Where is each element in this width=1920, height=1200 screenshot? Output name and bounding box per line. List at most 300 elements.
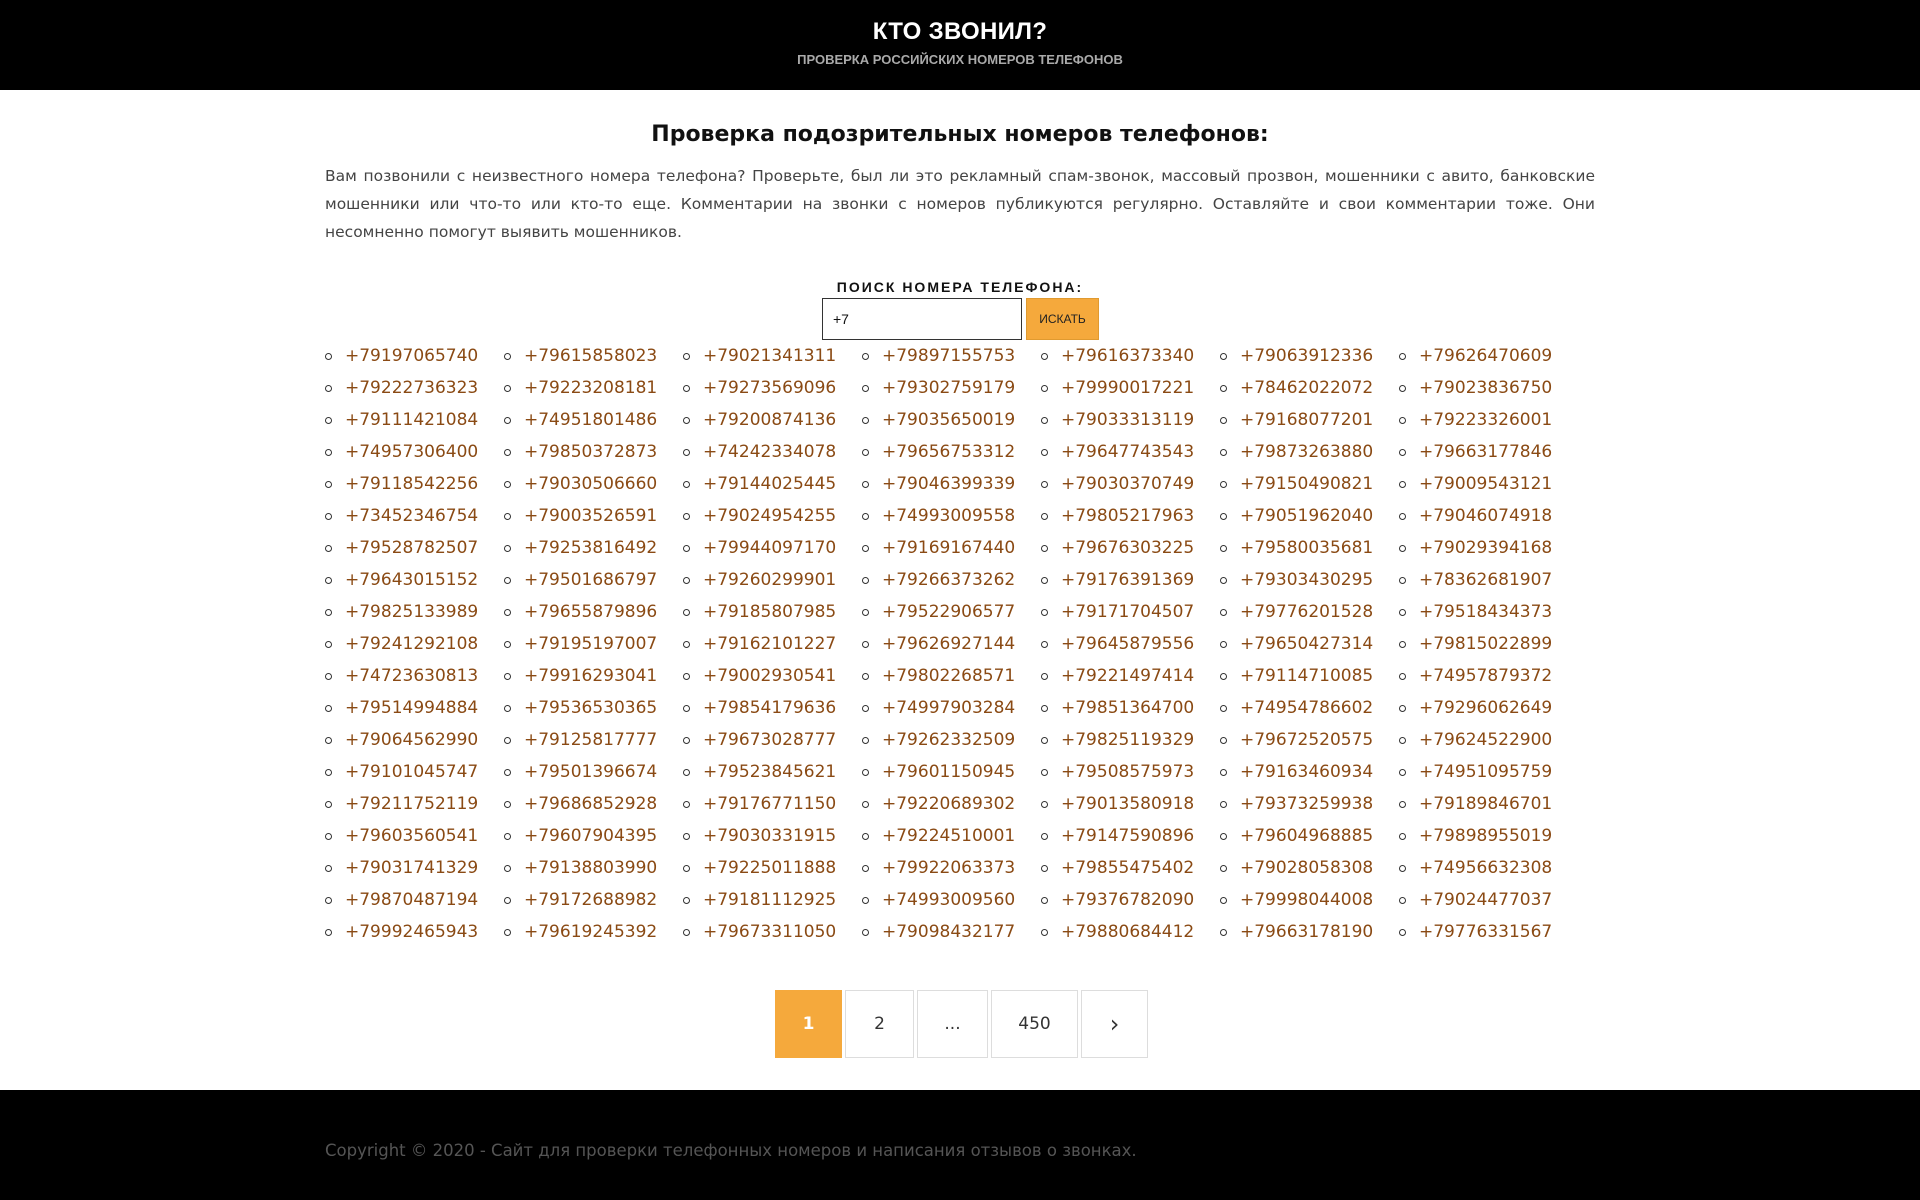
bullet-icon [862,577,869,584]
phone-number-link[interactable]: +79176391369 [1061,570,1195,590]
phone-number-link[interactable]: +79021341311 [703,346,837,366]
bullet-icon [1220,481,1227,488]
phone-number-link[interactable]: +79222736323 [345,378,479,398]
phone-number-link[interactable]: +79655879896 [524,602,658,622]
phone-number-link[interactable]: +79221497414 [1061,666,1195,686]
phone-number-link[interactable]: +79376782090 [1061,890,1195,910]
list-item [683,340,862,372]
bullet-icon [1041,897,1048,904]
bullet-icon [504,929,511,936]
phone-number-link[interactable]: +79522906577 [882,602,1016,622]
phone-number-link[interactable]: +79063912336 [1240,346,1374,366]
phone-number-link[interactable]: +79373259938 [1240,794,1374,814]
bullet-icon [325,897,332,904]
phone-number-link[interactable]: +79650427314 [1240,634,1374,654]
list-item [683,660,862,692]
list-item [504,468,683,500]
bullet-icon [1041,865,1048,872]
bullet-icon [683,801,690,808]
bullet-icon [683,897,690,904]
phone-number-link[interactable]: +79029394168 [1419,538,1553,558]
bullet-icon [504,865,511,872]
list-item [504,756,683,788]
list-item [504,340,683,372]
bullet-icon [862,833,869,840]
phone-number-link[interactable]: +79873263880 [1240,442,1374,462]
list-item [1220,916,1399,948]
phone-search-input[interactable] [822,298,1022,340]
phone-number-link[interactable]: +79030506660 [524,474,658,494]
bullet-icon [862,449,869,456]
list-item [862,564,1041,596]
bullet-icon [1220,673,1227,680]
phone-number-link[interactable]: +79220689302 [882,794,1016,814]
phone-number-link[interactable]: +79916293041 [524,666,658,686]
phone-number-link[interactable]: +79624522900 [1419,730,1553,750]
phone-number-link[interactable]: +79508575973 [1061,762,1195,782]
bullet-icon [1041,449,1048,456]
phone-number-link[interactable]: +79880684412 [1061,922,1195,942]
phone-number-link[interactable]: +79303430295 [1240,570,1374,590]
phone-number-link[interactable]: +79197065740 [345,346,479,366]
phone-number-link[interactable]: +79601150945 [882,762,1016,782]
phone-number-link[interactable]: +79647743543 [1061,442,1195,462]
bullet-icon [1399,929,1406,936]
bullet-icon [862,353,869,360]
phone-number-link[interactable]: +79162101227 [703,634,837,654]
phone-number-link[interactable]: +79033313119 [1061,410,1195,430]
bullet-icon [1041,545,1048,552]
phone-number-link[interactable]: +79850372873 [524,442,658,462]
bullet-icon [1399,609,1406,616]
bullet-icon [1041,705,1048,712]
phone-number-link[interactable]: +79195197007 [524,634,658,654]
bullet-icon [862,481,869,488]
page-last-link[interactable]: 450 [991,990,1078,1058]
phone-number-link[interactable]: +79855475402 [1061,858,1195,878]
phone-number-link[interactable]: +79776201528 [1240,602,1374,622]
phone-number-link[interactable]: +79897155753 [882,346,1016,366]
phone-number-link[interactable]: +79101045747 [345,762,479,782]
bullet-icon [1399,449,1406,456]
phone-number-link[interactable]: +79518434373 [1419,602,1553,622]
list-item [1220,820,1399,852]
phone-number-link[interactable]: +79111421084 [345,410,479,430]
list-item [1399,564,1578,596]
phone-number-link[interactable]: +79009543121 [1419,474,1553,494]
bullet-icon [325,481,332,488]
phone-number-link[interactable]: +79051962040 [1240,506,1374,526]
list-item [683,852,862,884]
phone-number-link[interactable]: +79176771150 [703,794,837,814]
list-item [862,372,1041,404]
phone-number-link[interactable]: +79528782507 [345,538,479,558]
page-current[interactable]: 1 [775,990,842,1058]
phone-number-link[interactable]: +79223326001 [1419,410,1553,430]
bullet-icon [1041,481,1048,488]
phone-number-link[interactable]: +74954786602 [1240,698,1374,718]
phone-number-link[interactable]: +79944097170 [703,538,837,558]
bullet-icon [862,641,869,648]
page-heading: Проверка подозрительных номеров телефонов: [651,122,1269,147]
bullet-icon [683,353,690,360]
phone-number-link[interactable]: +79171704507 [1061,602,1195,622]
phone-number-link[interactable]: +79536530365 [524,698,658,718]
bullet-icon [862,513,869,520]
list-item [1220,884,1399,916]
intro-text: Вам позвонили с неизвестного номера телефона? Проверьте, был ли это рекламный спам-звонок, массовый прозвон, мошенники с авито, банковские мошенники или что-то или кто-то еще. Комментарии на звонки с номеров публикуются регулярно. Оставляйте и свои комментарии тоже. Они несомненно помогут выявить мошенников. [325,167,1595,241]
bullet-icon [1041,353,1048,360]
phone-number-link[interactable]: +79686852928 [524,794,658,814]
phone-number-link[interactable]: +78462022072 [1240,378,1374,398]
list-item [1399,340,1578,372]
phone-number-link[interactable]: +79580035681 [1240,538,1374,558]
phone-number-link[interactable]: +79200874136 [703,410,837,430]
phone-number-link[interactable]: +79805217963 [1061,506,1195,526]
phone-number-link[interactable]: +79163460934 [1240,762,1374,782]
phone-number-link[interactable]: +79615858023 [524,346,658,366]
list-item [1220,532,1399,564]
bullet-icon [1220,577,1227,584]
bullet-icon [504,577,511,584]
bullet-icon [325,449,332,456]
list-item [504,660,683,692]
list-item [683,372,862,404]
list-item [1220,852,1399,884]
bullet-icon [1220,705,1227,712]
bullet-icon [683,385,690,392]
list-item [1399,404,1578,436]
list-item [1041,436,1220,468]
phone-number-link[interactable]: +79273569096 [703,378,837,398]
bullet-icon [325,353,332,360]
phone-number-link[interactable]: +79114710085 [1240,666,1374,686]
list-item [504,692,683,724]
bullet-icon [1041,673,1048,680]
list-item [862,692,1041,724]
list-item [504,916,683,948]
phone-number-link[interactable]: +79645879556 [1061,634,1195,654]
phone-number-link[interactable]: +79626470609 [1419,346,1553,366]
bullet-icon [1220,865,1227,872]
bullet-icon [325,417,332,424]
bullet-icon [683,609,690,616]
list-item [325,788,504,820]
phone-number-link[interactable]: +79024477037 [1419,890,1553,910]
copyright-text: Copyright © 2020 - Сайт для проверки телефонных номеров и написания отзывов о звонках. [325,1141,1137,1160]
list-item [862,532,1041,564]
bullet-icon [683,833,690,840]
list-item [683,404,862,436]
bullet-icon [1041,769,1048,776]
bullet-icon [683,449,690,456]
phone-number-link[interactable]: +79253816492 [524,538,658,558]
phone-number-link[interactable]: +79098432177 [882,922,1016,942]
bullet-icon [862,417,869,424]
bullet-icon [504,833,511,840]
list-item [1041,884,1220,916]
phone-number-link[interactable]: +79168077201 [1240,410,1374,430]
phone-number-link[interactable]: +74957879372 [1419,666,1553,686]
list-item [1399,756,1578,788]
bullet-icon [1041,641,1048,648]
list-item [683,532,862,564]
bullet-icon [1220,449,1227,456]
phone-number-link[interactable]: +79028058308 [1240,858,1374,878]
bullet-icon [862,385,869,392]
phone-number-link[interactable]: +79501396674 [524,762,658,782]
phone-number-link[interactable]: +79118542256 [345,474,479,494]
phone-number-link[interactable]: +79023836750 [1419,378,1553,398]
phone-number-link[interactable]: +79514994884 [345,698,479,718]
phone-number-link[interactable]: +79854179636 [703,698,837,718]
list-item [1041,724,1220,756]
phone-number-link[interactable]: +79302759179 [882,378,1016,398]
bullet-icon [1220,737,1227,744]
phone-number-link[interactable]: +74997903284 [882,698,1016,718]
bullet-icon [325,737,332,744]
site-footer [0,1090,1920,1200]
list-item [504,372,683,404]
list-item [862,500,1041,532]
bullet-icon [1041,929,1048,936]
list-item [1399,884,1578,916]
phone-number-link[interactable]: +74956632308 [1419,858,1553,878]
phone-number-link[interactable]: +79676303225 [1061,538,1195,558]
list-item [683,756,862,788]
phone-number-link[interactable]: +79169167440 [882,538,1016,558]
phone-number-link[interactable]: +79138803990 [524,858,658,878]
phone-number-link[interactable]: +79147590896 [1061,826,1195,846]
phone-number-link[interactable]: +79260299901 [703,570,837,590]
phone-number-link[interactable]: +79172688982 [524,890,658,910]
list-item [1399,372,1578,404]
bullet-icon [1399,801,1406,808]
phone-number-link[interactable]: +79262332509 [882,730,1016,750]
phone-number-link[interactable]: +79802268571 [882,666,1016,686]
phone-number-link[interactable]: +79656753312 [882,442,1016,462]
phone-number-link[interactable]: +79603560541 [345,826,479,846]
bullet-icon [1399,481,1406,488]
list-item [862,756,1041,788]
list-item [1399,500,1578,532]
phone-number-link[interactable]: +79501686797 [524,570,658,590]
list-item [1041,564,1220,596]
phone-number-link[interactable]: +79851364700 [1061,698,1195,718]
next-page-button[interactable] [1081,990,1148,1058]
bullet-icon [862,801,869,808]
phone-number-link[interactable]: +79607904395 [524,826,658,846]
phone-number-link[interactable]: +74723630813 [345,666,479,686]
bullet-icon [1220,929,1227,936]
phone-number-link[interactable]: +79181112925 [703,890,837,910]
phone-number-link[interactable]: +79211752119 [345,794,479,814]
bullet-icon [1041,385,1048,392]
phone-number-link[interactable]: +79150490821 [1240,474,1374,494]
bullet-icon [1399,641,1406,648]
bullet-icon [1041,833,1048,840]
list-item [862,628,1041,660]
page-2-link[interactable]: 2 [845,990,914,1058]
bullet-icon [504,449,511,456]
phone-number-link[interactable]: +79815022899 [1419,634,1553,654]
list-item [325,468,504,500]
phone-number-link[interactable]: +79825119329 [1061,730,1195,750]
phone-number-link[interactable]: +73452346754 [345,506,479,526]
list-item [1220,436,1399,468]
list-item [1220,596,1399,628]
bullet-icon [1220,353,1227,360]
phone-number-link[interactable]: +79626927144 [882,634,1016,654]
list-item [325,692,504,724]
phone-number-link[interactable]: +79266373262 [882,570,1016,590]
phone-number-link[interactable]: +79922063373 [882,858,1016,878]
list-item [683,628,862,660]
phone-number-link[interactable]: +79619245392 [524,922,658,942]
list-item [1041,660,1220,692]
list-item [683,884,862,916]
bullet-icon [504,801,511,808]
phone-number-link[interactable]: +79604968885 [1240,826,1374,846]
phone-number-link[interactable]: +79064562990 [345,730,479,750]
bullet-icon [325,705,332,712]
phone-number-link[interactable]: +79990017221 [1061,378,1195,398]
phone-number-link[interactable]: +79672520575 [1240,730,1374,750]
list-item [1220,724,1399,756]
bullet-icon [683,513,690,520]
list-item [1220,788,1399,820]
phone-number-link[interactable]: +79224510001 [882,826,1016,846]
phone-number-link[interactable]: +79225011888 [703,858,837,878]
list-item [325,532,504,564]
bullet-icon [504,481,511,488]
phone-number-link[interactable]: +79898955019 [1419,826,1553,846]
list-item [1041,340,1220,372]
phone-number-link[interactable]: +79523845621 [703,762,837,782]
list-item [683,820,862,852]
phone-number-link[interactable]: +74951095759 [1419,762,1553,782]
list-item [1041,692,1220,724]
bullet-icon [683,865,690,872]
phone-number-link[interactable]: +79030370749 [1061,474,1195,494]
phone-number-link[interactable]: +79024954255 [703,506,837,526]
bullet-icon [1220,545,1227,552]
phone-number-link[interactable]: +74242334078 [703,442,837,462]
bullet-icon [1399,417,1406,424]
bullet-icon [1399,545,1406,552]
bullet-icon [504,897,511,904]
list-item [1220,564,1399,596]
list-item [862,404,1041,436]
bullet-icon [683,769,690,776]
page-ellipsis: ... [917,990,988,1058]
bullet-icon [1399,353,1406,360]
phone-number-link[interactable]: +79144025445 [703,474,837,494]
phone-number-link[interactable]: +79992465943 [345,922,479,942]
phone-number-link[interactable]: +74951801486 [524,410,658,430]
list-item [325,724,504,756]
phone-number-link[interactable]: +79189846701 [1419,794,1553,814]
phone-number-link[interactable]: +79046074918 [1419,506,1553,526]
phone-number-link[interactable]: +74993009560 [882,890,1016,910]
phone-number-link[interactable]: +74957306400 [345,442,479,462]
bullet-icon [325,577,332,584]
phone-number-link[interactable]: +79030331915 [703,826,837,846]
phone-number-link[interactable]: +79673311050 [703,922,837,942]
bullet-icon [504,769,511,776]
phone-number-link[interactable]: +79643015152 [345,570,479,590]
phone-number-link[interactable]: +79013580918 [1061,794,1195,814]
phone-number-link[interactable]: +79031741329 [345,858,479,878]
list-item [862,660,1041,692]
bullet-icon [862,769,869,776]
list-item [1220,692,1399,724]
phone-number-link[interactable]: +79035650019 [882,410,1016,430]
list-item [862,820,1041,852]
bullet-icon [1041,609,1048,616]
bullet-icon [1220,609,1227,616]
bullet-icon [1220,417,1227,424]
phone-number-link[interactable]: +79046399339 [882,474,1016,494]
phone-number-link[interactable]: +79223208181 [524,378,658,398]
list-item [1399,788,1578,820]
phone-number-list [325,340,1595,948]
list-item [1041,628,1220,660]
phone-number-link[interactable]: +79003526591 [524,506,658,526]
phone-number-link[interactable]: +79673028777 [703,730,837,750]
bullet-icon [1399,385,1406,392]
list-item [862,916,1041,948]
bullet-icon [862,737,869,744]
list-item [325,436,504,468]
list-item [325,820,504,852]
phone-number-link[interactable]: +79616373340 [1061,346,1195,366]
phone-number-link[interactable]: +79185807985 [703,602,837,622]
phone-number-link[interactable]: +79241292108 [345,634,479,654]
phone-number-link[interactable]: +79296062649 [1419,698,1553,718]
list-item [504,788,683,820]
site-title[interactable]: КТО ЗВОНИЛ? [872,18,1048,45]
list-item [683,596,862,628]
bullet-icon [1041,417,1048,424]
list-item [1399,852,1578,884]
bullet-icon [1399,705,1406,712]
chevron-right-icon: › [1109,1010,1120,1038]
phone-number-link[interactable]: +74993009558 [882,506,1016,526]
phone-number-link[interactable]: +79002930541 [703,666,837,686]
phone-number-link[interactable]: +79125817777 [524,730,658,750]
list-item [1399,916,1578,948]
list-item [1399,628,1578,660]
bullet-icon [862,673,869,680]
phone-number-link[interactable]: +79663178190 [1240,922,1374,942]
search-button[interactable]: ИСКАТЬ [1026,298,1099,340]
list-item [325,756,504,788]
bullet-icon [325,929,332,936]
phone-number-link[interactable]: +79998044008 [1240,890,1374,910]
phone-number-link[interactable]: +78362681907 [1419,570,1553,590]
phone-number-link[interactable]: +79825133989 [345,602,479,622]
site-header [0,0,1920,90]
phone-number-link[interactable]: +79663177846 [1419,442,1553,462]
bullet-icon [683,481,690,488]
bullet-icon [504,609,511,616]
bullet-icon [862,929,869,936]
phone-number-link[interactable]: +79870487194 [345,890,479,910]
phone-number-link[interactable]: +79776331567 [1419,922,1553,942]
list-item [1220,468,1399,500]
bullet-icon [504,737,511,744]
